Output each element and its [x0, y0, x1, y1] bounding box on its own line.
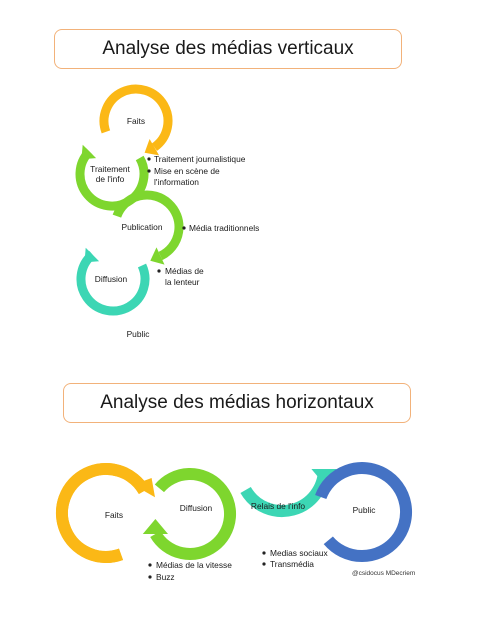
title-vertical-text: Analyse des médias verticaux [102, 38, 354, 59]
h-node-faits: Faits [104, 510, 124, 520]
v-note-1: Mise en scène de l'information [154, 166, 220, 187]
v-note-0: Traitement journalistique [154, 154, 246, 164]
h-node-public: Public [352, 505, 376, 515]
h-node-diffusion: Diffusion [179, 503, 213, 513]
v-node-diffusion: Diffusion [94, 274, 128, 284]
v-diffusion-arrowhead [85, 248, 100, 263]
h-note-2: Medias sociaux [270, 548, 328, 558]
h-diffusion-arc [155, 474, 230, 554]
v-note-3: Médias de la lenteur [165, 266, 204, 287]
v-node-publication: Publication [121, 222, 163, 232]
v-node-public: Public [126, 329, 150, 339]
h-note-1: Buzz [156, 572, 175, 582]
v-node-traitement: Traitement de l'info [90, 164, 130, 184]
v-bullet-0 [147, 157, 150, 160]
h-bullet-2 [262, 551, 265, 554]
v-note-2: Média traditionnels [189, 223, 260, 233]
title-horizontal-text: Analyse des médias horizontaux [100, 392, 374, 413]
v-bullet-1 [147, 169, 150, 172]
h-bullet-3 [262, 562, 265, 565]
h-bullet-0 [148, 563, 151, 566]
h-faits-top-arc [62, 469, 144, 557]
v-node-faits: Faits [126, 116, 146, 126]
h-node-relais: Relais de l'info [250, 501, 306, 511]
v-bullet-3 [157, 269, 160, 272]
v-traitement-arrowhead [81, 145, 96, 160]
h-bullet-1 [148, 575, 151, 578]
h-note-0: Médias de la vitesse [156, 560, 232, 570]
credit-text: @csidocus MDecriem [352, 570, 416, 577]
h-diffusion-arrowhead [143, 519, 168, 534]
v-bullet-2 [182, 226, 185, 229]
h-note-3: Transmédia [270, 559, 314, 569]
